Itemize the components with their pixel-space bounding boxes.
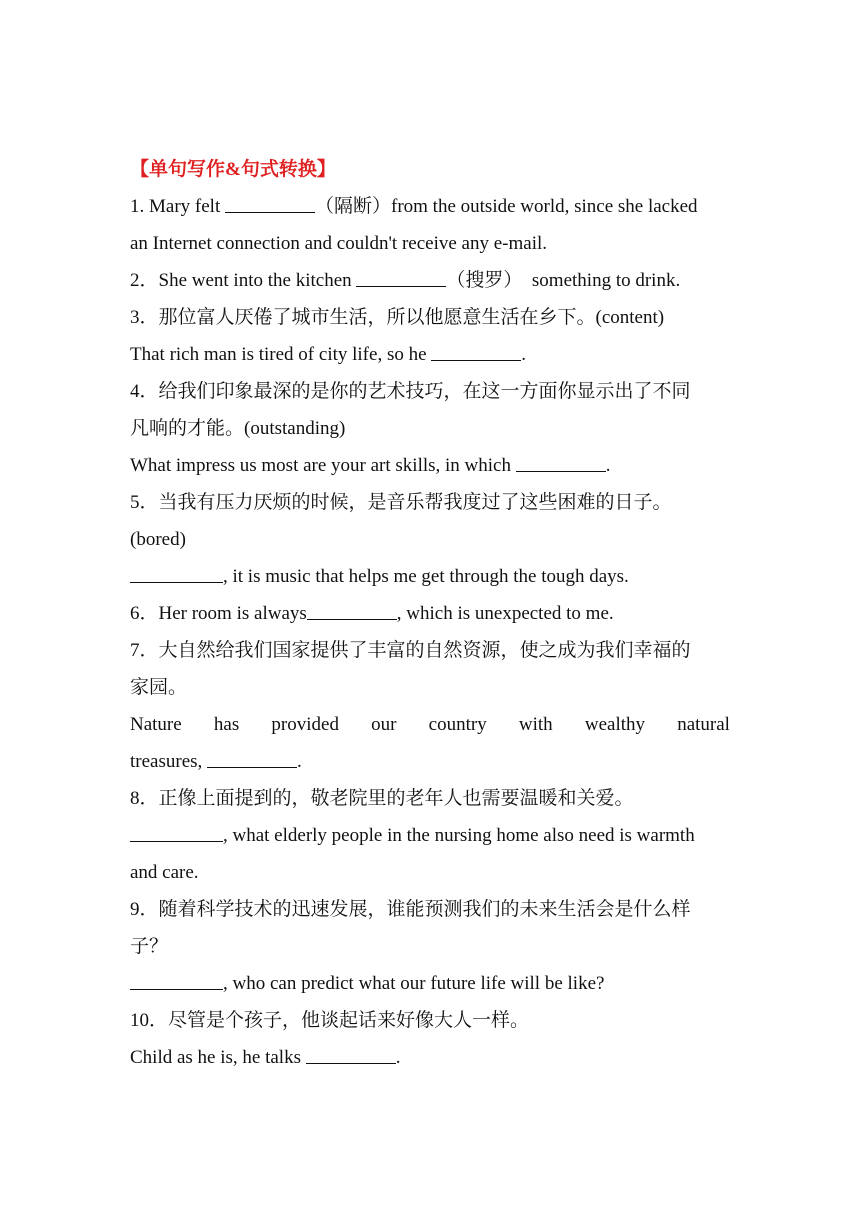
- word: with: [518, 714, 553, 735]
- item-8-english-2: and care.: [130, 862, 199, 883]
- item-9-english: , who can predict what our future life will be like?: [130, 965, 730, 1002]
- item-3-chinese: 3．那位富人厌倦了城市生活，所以他愿意生活在乡下。(content): [130, 307, 665, 328]
- word: country: [428, 714, 487, 735]
- item-7-chinese-1: 7．大自然给我们国家提供了丰富的自然资源，使之成为我们幸福的: [130, 640, 691, 661]
- answer-blank[interactable]: [225, 194, 315, 213]
- item-1-line-2: an Internet connection and couldn't receive any e-mail.: [130, 233, 548, 254]
- item-5-chinese-2: (bored): [130, 529, 186, 550]
- word: wealthy: [584, 714, 646, 735]
- item-2-line: 2．She went into the kitchen （搜罗） something to drink.: [130, 262, 730, 299]
- item-5-english: , it is music that helps me get through the tough days.: [130, 558, 730, 595]
- item-6-line: 6．Her room is always , which is unexpected to me.: [130, 595, 730, 632]
- item-7-english-1: [130, 706, 730, 743]
- item-4-chinese-2: 凡响的才能。(outstanding): [130, 418, 346, 439]
- item-9-chinese-2: 子？: [130, 936, 169, 957]
- item-7-english-2: treasures, .: [130, 743, 730, 780]
- item-8-english-1: , what elderly people in the nursing home also need is warmth: [130, 817, 730, 854]
- answer-blank[interactable]: [207, 749, 297, 768]
- item-7-chinese-2: 家园。: [130, 677, 188, 698]
- answer-blank[interactable]: [130, 564, 223, 583]
- item-5-chinese-1: 5．当我有压力厌烦的时候，是音乐帮我度过了这些困难的日子。: [130, 492, 672, 513]
- item-10-english: Child as he is, he talks .: [130, 1039, 730, 1076]
- item-1-line-1: 1. Mary felt （隔断）from the outside world, since she lacked: [130, 188, 730, 225]
- word: has: [213, 714, 240, 735]
- item-8-chinese: 8．正像上面提到的，敬老院里的老年人也需要温暖和关爱。: [130, 788, 634, 809]
- answer-blank[interactable]: [306, 1045, 396, 1064]
- worksheet: [130, 152, 730, 1076]
- word: provided: [271, 714, 339, 735]
- word: natural: [677, 714, 730, 735]
- word: our: [371, 714, 397, 735]
- answer-blank[interactable]: [130, 823, 223, 842]
- answer-blank[interactable]: [130, 971, 223, 990]
- word: Nature: [130, 714, 182, 735]
- item-4-english: What impress us most are your art skills, in which .: [130, 447, 730, 484]
- answer-blank[interactable]: [307, 601, 397, 620]
- answer-blank[interactable]: [356, 268, 446, 287]
- answer-blank[interactable]: [516, 453, 606, 472]
- item-3-english: That rich man is tired of city life, so he .: [130, 336, 730, 373]
- item-4-chinese-1: 4．给我们印象最深的是你的艺术技巧，在这一方面你显示出了不同: [130, 381, 691, 402]
- section-title: 【单句写作&句式转换】: [130, 159, 336, 180]
- item-10-chinese: 10．尽管是个孩子，他谈起话来好像大人一样。: [130, 1010, 530, 1031]
- item-9-chinese-1: 9．随着科学技术的迅速发展，谁能预测我们的未来生活会是什么样: [130, 899, 691, 920]
- answer-blank[interactable]: [431, 342, 521, 361]
